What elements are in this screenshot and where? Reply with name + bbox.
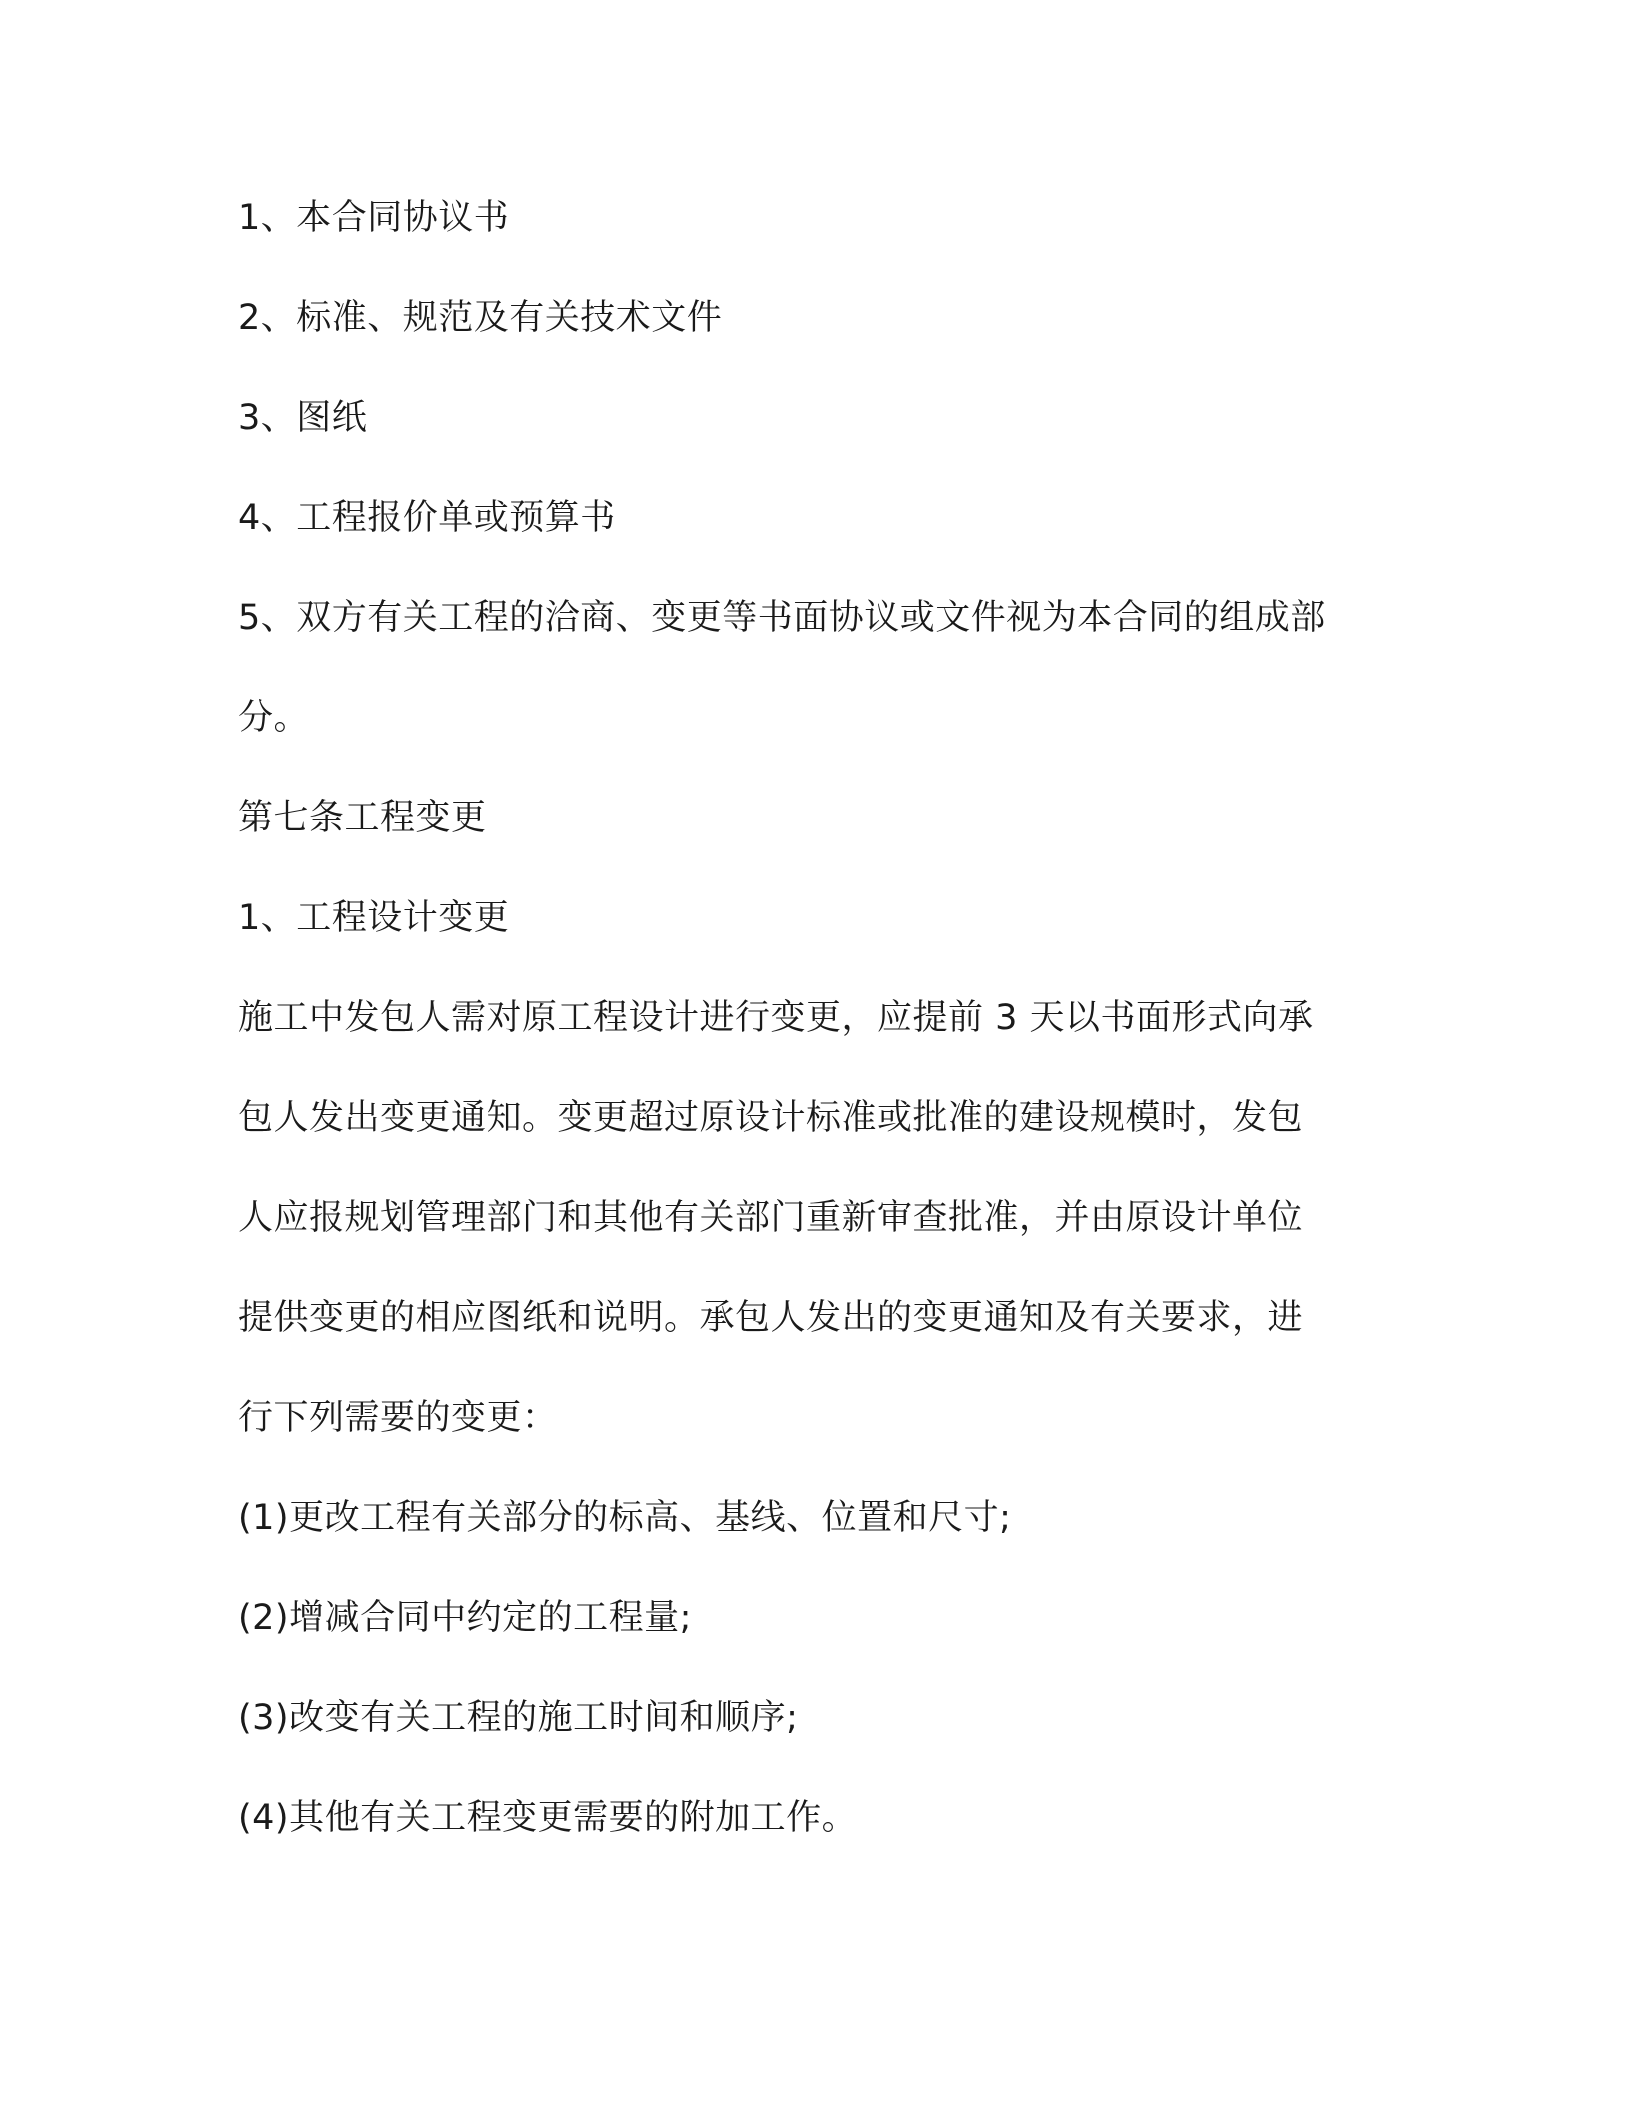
list-item-1: 1、本合同协议书: [238, 198, 510, 238]
list-item-5: 5、双方有关工程的洽商、变更等书面协议或文件视为本合同的组成部: [238, 598, 1326, 638]
sub-item-1: (1)更改工程有关部分的标高、基线、位置和尺寸;: [238, 1498, 1012, 1538]
paragraph-line-1: 施工中发包人需对原工程设计进行变更，应提前 3 天以书面形式向承: [238, 998, 1314, 1038]
list-item-4: 4、工程报价单或预算书: [238, 498, 616, 538]
list-item-2: 2、标准、规范及有关技术文件: [238, 298, 723, 338]
subsection-heading: 1、工程设计变更: [238, 898, 510, 938]
section-heading: 第七条工程变更: [238, 798, 487, 838]
paragraph-line-2: 包人发出变更通知。变更超过原设计标准或批准的建设规模时，发包: [238, 1098, 1304, 1138]
sub-item-4: (4)其他有关工程变更需要的附加工作。: [238, 1798, 858, 1838]
list-item-3: 3、图纸: [238, 398, 368, 438]
sub-item-2: (2)增减合同中约定的工程量;: [238, 1598, 692, 1638]
list-item-5-continued: 分。: [238, 698, 310, 738]
paragraph-line-4: 提供变更的相应图纸和说明。承包人发出的变更通知及有关要求，进: [238, 1298, 1304, 1338]
paragraph-line-5: 行下列需要的变更：: [238, 1398, 558, 1438]
sub-item-3: (3)改变有关工程的施工时间和顺序;: [238, 1698, 799, 1738]
paragraph-line-3: 人应报规划管理部门和其他有关部门重新审查批准，并由原设计单位: [238, 1198, 1304, 1238]
